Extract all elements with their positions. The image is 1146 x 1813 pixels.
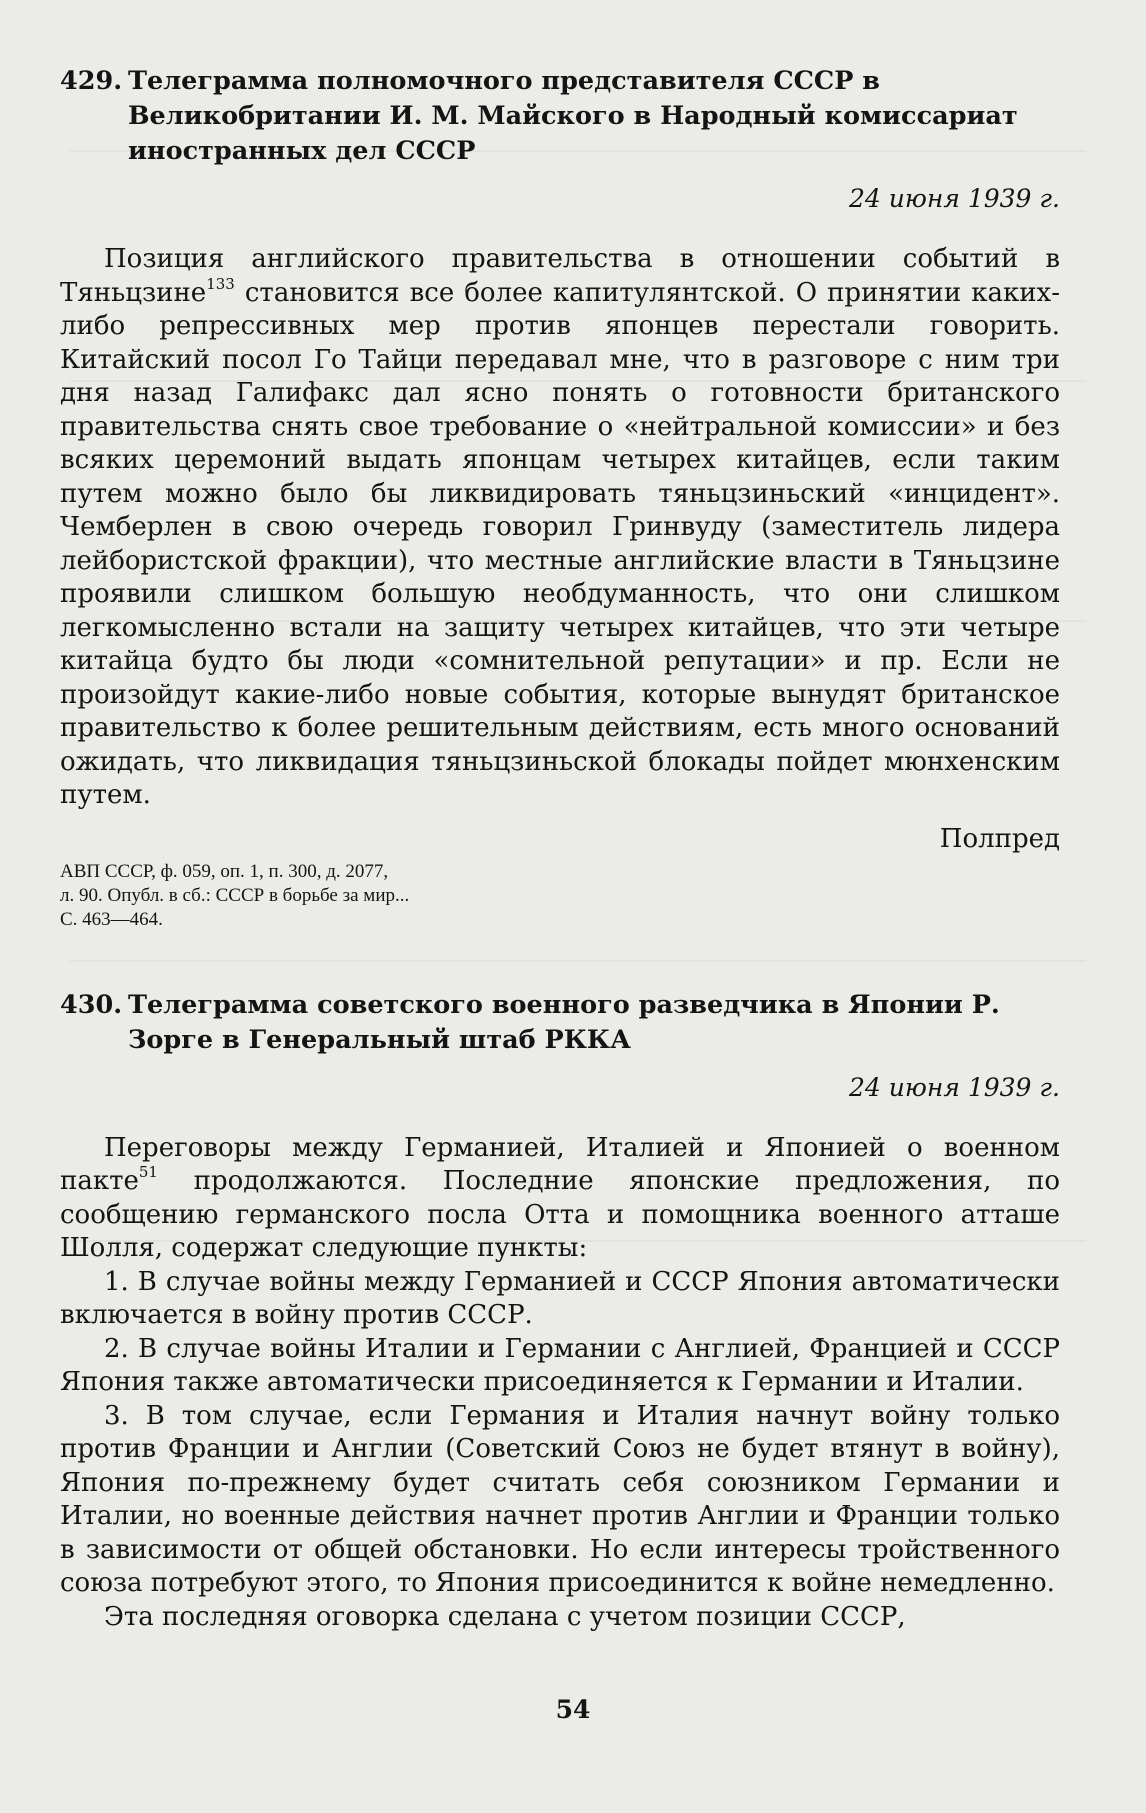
document-date: 24 июня 1939 г. (849, 1072, 1060, 1102)
document-heading (60, 988, 1060, 1058)
body-paragraph (60, 243, 1060, 813)
source-line: С. 463—464. (60, 908, 163, 930)
page-content (60, 64, 1060, 1634)
body-paragraph: 3. В том случае, если Германия и Италия начнут войну только против Франции и Англии (Советский Союз не будет втянут в войну), Япония по-прежнему будет считать себя союзником Германии и Италии, но военные действия начнет против Англии и Франции только в зависимости от общей обстановки. Но если интересы тройственного союза потребуют этого, то Япония присоединится к войне немедленно. (60, 1400, 1060, 1598)
document-title: Телеграмма советского военного разведчика в Японии Р. Зорге в Генеральный штаб РККА (128, 989, 1000, 1055)
footnote-reference: 133 (206, 274, 235, 293)
archive-source (60, 860, 1060, 932)
document-429 (60, 64, 1060, 932)
body-paragraph: Эта последняя оговорка сделана с учетом позиции СССР, (104, 1601, 906, 1632)
source-line: л. 90. Опубл. в сб.: СССР в борьбе за мир... (60, 884, 410, 906)
source-line: АВП СССР, ф. 059, оп. 1, п. 300, д. 2077, (60, 860, 389, 882)
document-title: Телеграмма полномочного представителя СССР в Великобритании И. М. Майского в Народный комиссариат иностранных дел СССР (128, 66, 1018, 166)
body-paragraph (60, 1132, 1060, 1266)
signature: Полпред (939, 823, 1060, 854)
footnote-reference: 51 (138, 1163, 158, 1182)
paragraph-text: продолжаются. Последние японские предложения, по сообщению германского посла Отта и помощника военного атташе Шолля, содержат следующие пункты: (60, 1166, 1060, 1263)
document-number: 429. (60, 66, 123, 96)
body-paragraph: 1. В случае войны между Германией и СССР Япония автоматически включается в войну против СССР. (60, 1266, 1060, 1330)
document-date: 24 июня 1939 г. (849, 184, 1060, 213)
paragraph-text: Переговоры между Германией, Италией и Японией о военном пакте (60, 1132, 1060, 1196)
body-paragraph: 2. В случае войны Италии и Германии с Англией, Францией и СССР Япония также автоматически присоединяется к Германии и Италии. (60, 1333, 1060, 1397)
document-heading (60, 64, 1060, 169)
document-number: 430. (60, 989, 123, 1020)
document-430 (60, 988, 1060, 1635)
page-number: 54 (555, 1695, 591, 1724)
paragraph-text: становится все более капитулянтской. О принятии каких-либо репрессивных мер против японцев перестали говорить. Китайский посол Го Тайци передавал мне, что в разговоре с ним три дня назад Галифакс дал ясно понять о готовности британского правительства снять свое требование о «нейтральной комиссии» и без всяких церемоний выдать японцам четырех китайцев, если таким путем можно было бы ликвидировать тяньцзиньский «инцидент». Чемберлен в свою очередь говорил Гринвуду (заместитель лидера лейбористской фракции), что местные английские власти в Тяньцзине проявили слишком большую необдуманность, что они слишком легкомысленно встали на защиту четырех китайцев, что эти четыре китайца будто бы люди «сомнительной репутации» и пр. Если не произойдут какие-либо новые события, которые вынудят британское правительство к более решительным действиям, есть много оснований ожидать, что ликвидация тяньцзиньской блокады пойдет мюнхенским путем. (60, 277, 1060, 810)
paragraph-text: Позиция английского правительства в отношении событий в Тяньцзине (60, 244, 1060, 308)
